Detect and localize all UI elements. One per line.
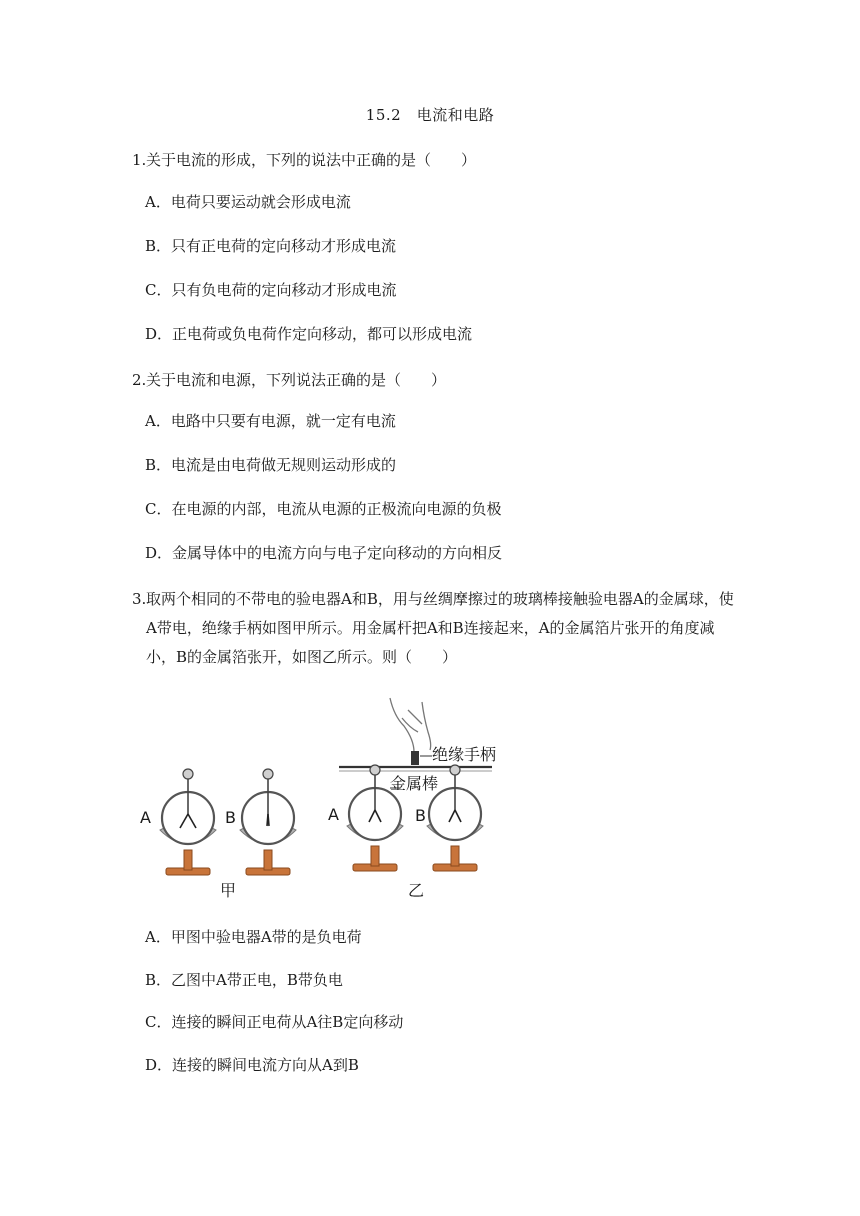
label-a-left: A — [140, 808, 151, 827]
q1-option-a: A．电荷只要运动就会形成电流 — [145, 193, 351, 211]
caption-yi: 乙 — [408, 881, 425, 900]
question-3-number: 3. — [132, 590, 147, 608]
question-1 — [132, 146, 742, 175]
q3-option-c: C．连接的瞬间正电荷从A往B定向移动 — [145, 1013, 404, 1031]
question-2-number: 2. — [132, 371, 147, 389]
label-b-right: B — [415, 806, 426, 825]
insulating-handle-label: 绝缘手柄 — [432, 745, 497, 764]
q2-option-d: D．金属导体中的电流方向与电子定向移动的方向相反 — [145, 544, 503, 562]
label-b-left: B — [225, 808, 236, 827]
question-1-number: 1. — [132, 151, 147, 169]
question-3 — [132, 585, 742, 672]
question-2-stem: 关于电流和电源，下列说法正确的是（ ） — [146, 371, 447, 389]
q1-option-c: C．只有负电荷的定向移动才形成电流 — [145, 281, 397, 299]
q1-option-b: B．只有正电荷的定向移动才形成电流 — [145, 237, 397, 255]
q2-option-a: A．电路中只要有电源，就一定有电流 — [145, 412, 396, 430]
q1-option-d: D．正电荷或负电荷作定向移动，都可以形成电流 — [145, 325, 473, 343]
hand-drawing — [390, 698, 431, 765]
electroscope-b-left — [240, 769, 296, 875]
q2-option-b: B．电流是由电荷做无规则运动形成的 — [145, 456, 397, 474]
question-3-stem: 取两个相同的不带电的验电器A和B，用与丝绸摩擦过的玻璃棒接触验电器A的金属球，使A带电，绝缘手柄如图甲所示。用金属杆把A和B连接起来，A的金属箔片张开的角度减小，B的金属箔张开，如图乙所示。则（ ） — [146, 590, 734, 666]
caption-jia: 甲 — [220, 881, 237, 900]
metal-rod-label: 金属棒 — [390, 774, 439, 793]
electroscope-figure — [132, 688, 512, 903]
q3-option-a: A．甲图中验电器A带的是负电荷 — [145, 928, 362, 946]
question-2 — [132, 366, 742, 395]
q2-option-c: C．在电源的内部，电流从电源的正极流向电源的负极 — [145, 500, 502, 518]
question-1-stem: 关于电流的形成，下列的说法中正确的是（ ） — [146, 151, 477, 169]
page-title: 15.2 电流和电路 — [365, 106, 495, 124]
electroscope-a-left — [160, 769, 216, 875]
q3-option-b: B．乙图中A带正电，B带负电 — [145, 971, 343, 989]
q3-option-d: D．连接的瞬间电流方向从A到B — [145, 1056, 359, 1074]
label-a-right: A — [328, 805, 339, 824]
